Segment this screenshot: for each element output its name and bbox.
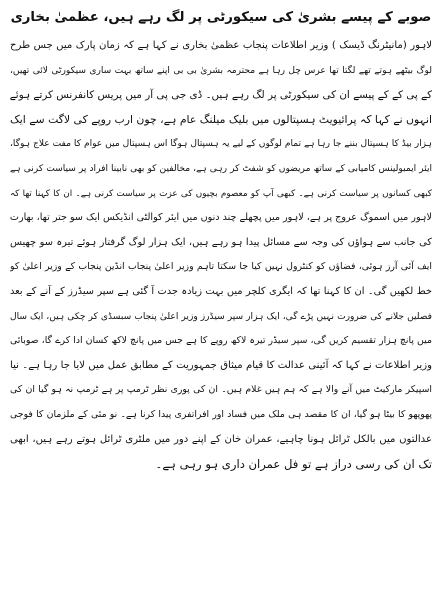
article-line: لاہور (مانیٹرنگ ڈیسک ) وزیر اطلاعات پنجاب عظمیٰ بخاری نے کہا ہے کہ زمان پارک میں جس طرح [10, 40, 432, 51]
article-line: ایف آئی آرز ہوئی، فضاؤں کو کنٹرول نہیں کیا جا سکتا تاہم وزیر اعلیٰ پنجاب انڈین پنجاب کے وزیر اعلیٰ کو [10, 261, 432, 273]
article-line: وزیر اطلاعات نے کہا کہ آئینی عدالت کا قیام میثاق جمہوریت کے مطابق عمل میں لایا جا رہا ہے۔ نیا [10, 359, 432, 371]
article-line: فصلیں جلانے کی ضرورت نہیں پڑے گی، ایک ہزار سپر سیڈرز وزیر اعلیٰ پنجاب سبسڈی کر چکی ہیں، ایک سال [10, 311, 432, 322]
article-line: ہزار بیڈ کا ہسپتال بننے جا رہا ہے تمام لوگوں کے لیے یہ ہسپتال ہوگا اس ہسپتال میں عوام کا مفت علاج ہوگا، [10, 139, 432, 150]
article-line: کبھی کسانوں پر سیاست کرنی ہے۔ کبھی آپ کو معصوم بچیوں کی عزت پر سیاست کرنی ہے۔ ان کا کہنا تھا کہ [10, 188, 432, 199]
article-line: اسپیکر مارکیٹ میں آنے والا ہے کہ ہم ہیں غلام ہیں۔ ان کی پوری نظر ٹرمپ پر ہے ٹرمپ نہ ہو گیا ان کی [10, 384, 432, 396]
article-line: تک ان کی رسی دراز ہے تو فل عمران داری ہو رہی ہے۔ [155, 457, 432, 472]
article-line: انہوں نے کہا کہ پرائیویٹ ہسپتالوں میں بلیک میلنگ عام ہے، چون ارب روپے کی لاگت سے ایک [10, 112, 432, 126]
article-line: عدالتوں میں بالکل ٹرائل ہونا چاہیے، عمران خان کے اپنے دور میں ملٹری ٹرائل ہوتے رہے ہیں، ابھی [10, 433, 432, 445]
article-line: ایئر ایمبولینس کامیابی کے ساتھ مریضوں کو شفٹ کر رہی ہے، مخالفین کو بھی نابینا افراد پر سیاست کرنی ہے [10, 163, 432, 174]
article-line: لوگ بیٹھے ہوتے تھے لگتا تھا عرس چل رہا ہے محترمہ بشریٰ بی بی اپنے ساتھ بہت ساری سیکورٹی لائی تھیں، [10, 65, 432, 76]
article-headline: صوبے کے پیسے بشریٰ کی سیکورٹی پر لگ رہے ہیں، عظمیٰ بخاری [10, 10, 432, 25]
article-body [10, 34, 432, 477]
article-line: میں پانچ ہزار تقسیم کریں گی، سپر سیڈر تیرہ لاکھ روپے کا ہے جس میں پانچ لاکھ کسان ادا کرے گا، صوبائی [10, 335, 432, 347]
article-line: لاہور میں اسموگ عروج پر ہے، لاہور میں پچھلے چند دنوں میں ایئر کوالٹی انڈیکس ایک سو جتر تھا، بھارت [10, 212, 432, 224]
article-line: خط لکھیں گی۔ ان کا کہنا تھا کہ ایگری کلچر میں بہت زیادہ جدت آ گئی ہے سپر سیڈرز کے آنے کے بعد [10, 285, 432, 297]
article-line: پھوپھو کا بیٹا ہو گیا، ان کا مقصد ہی ملک میں فساد اور افراتفری پیدا کرنا ہے۔ نو مئی کے ملزمان کا فوجی [10, 408, 432, 420]
article-line: کے پی کے کے پیسے ان کی سیکورٹی پر لگ رہے ہیں۔ ڈی جی پی آر میں پریس کانفرنس کرتے ہوئے [10, 89, 432, 102]
article-line: کی جانب سے ہواؤں کی وجہ سے مسائل پیدا ہو رہے ہیں، ایک ہزار لوگ گرفتار ہوئے تیرہ سو چھیس [10, 236, 432, 248]
